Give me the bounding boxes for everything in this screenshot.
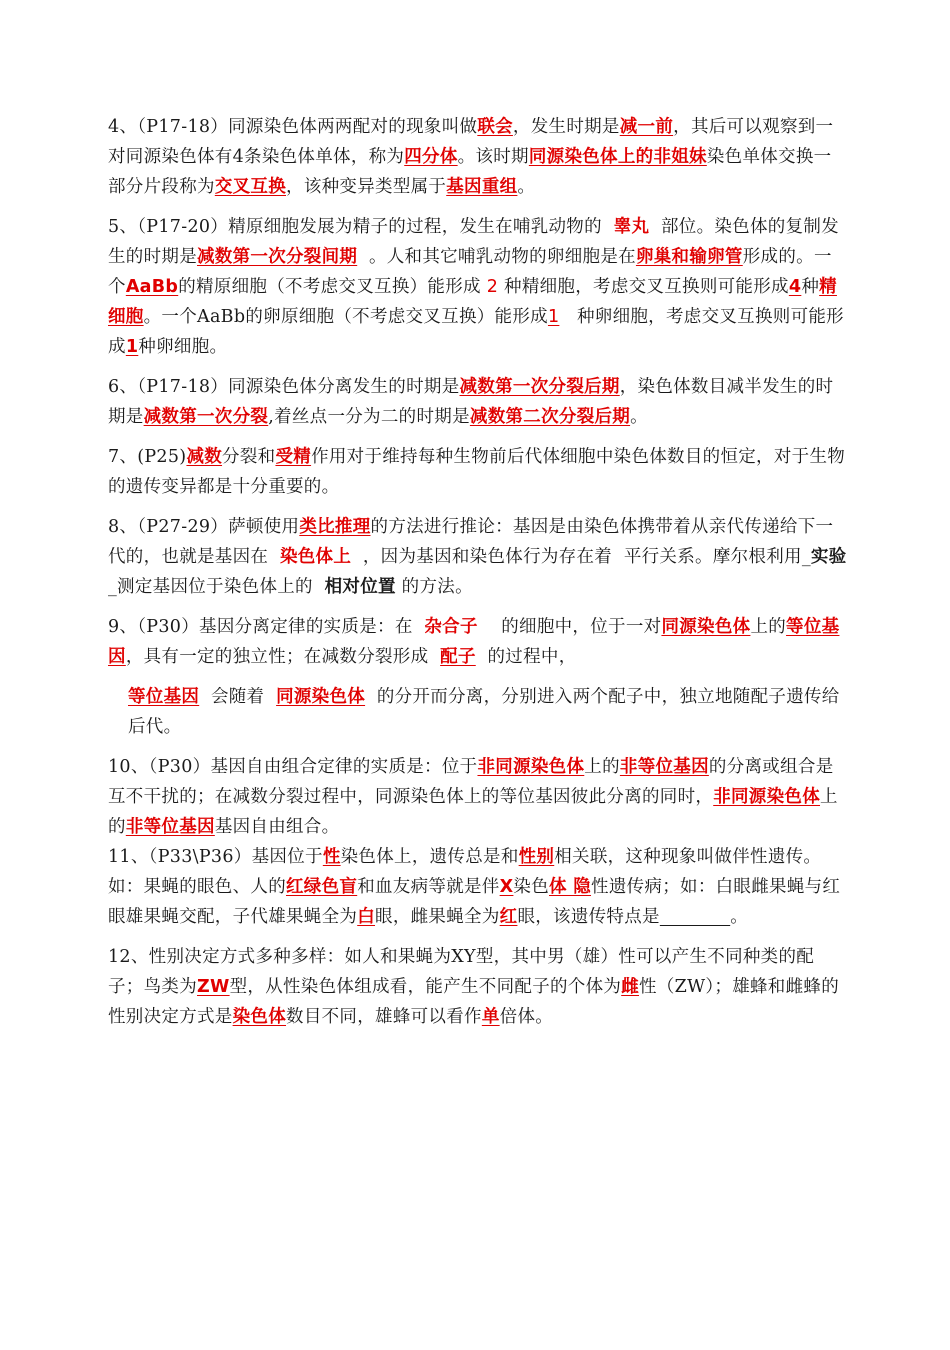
q4-text-6: ，该种变异类型属于 — [286, 177, 447, 197]
q4-answer-5: 交叉互换 — [214, 177, 287, 197]
q7-answer-2: 受精 — [275, 447, 312, 467]
q9-text-3: 上的 — [750, 617, 787, 637]
q11-text-3: 相关联，这种现象叫做伴性遗传。如：果蝇的眼色、人的 — [108, 847, 822, 897]
q9-text-6: 会随着 — [210, 687, 265, 707]
q5-text-10: 种卵细胞。 — [138, 337, 228, 357]
q10-text-5: 基因自由组合。 — [214, 817, 340, 837]
q8-text-3: ，因为基因和染色体行为存在着 — [362, 547, 613, 567]
q10-answer-2: 非等位基因 — [619, 757, 709, 777]
q9-answer-5: 等位基因 — [128, 687, 200, 707]
q8-text-5: _测定基因位于染色体上的 — [108, 577, 313, 597]
question-11 — [108, 842, 848, 932]
q11-text-4: 和血友病等就是伴 — [357, 877, 500, 897]
q8-answer-bold-2: 相对位置 — [324, 577, 396, 597]
q5-answer-4: AaBb — [125, 277, 179, 297]
q4-answer-1: 联会 — [477, 117, 513, 137]
q6-answer-2: 减数第一次分裂 — [143, 407, 269, 427]
q12-answer-1: ZW — [197, 977, 230, 997]
q5-text-2: 部位。染色体的复制发生的时期是 — [108, 217, 839, 267]
q10-answer-1: 非同源染色体 — [477, 757, 585, 777]
q11-answer-4: X — [499, 877, 514, 897]
q7-text-1: 7、(P25) — [108, 447, 187, 467]
q11-answer-3: 红绿色盲 — [286, 877, 358, 897]
q12-answer-2: 雌 — [621, 977, 640, 997]
q11-answer-7: 红 — [499, 907, 518, 927]
q5-text-9: 种卵细胞，考虑交叉互换则可能形成 — [108, 307, 844, 357]
q7-text-3: 作用对于维持每种生物前后代体细胞中染色体数目的恒定，对于生物的遗传变异都是十分重要的。 — [108, 447, 846, 497]
q11-text-8: 眼，该遗传特点是 — [517, 907, 660, 927]
q8-answer-3: 平行关系 — [623, 547, 696, 567]
q6-text-2: ，染色体数目减半发生的时期是 — [108, 377, 834, 427]
q12-text-3: 性（ZW）；雄蜂和雌蜂的性别决定方式是 — [108, 977, 840, 1027]
question-9 — [108, 612, 848, 672]
q9-text-7: 的分开而分离，分别进入两个配子中，独立地随配子遗传给后代。 — [128, 687, 840, 737]
q9-text-4: ，具有一定的独立性；在减数分裂形成 — [125, 647, 429, 667]
q4-answer-4: 同源染色体上的非姐妹 — [528, 147, 707, 167]
q10-text-1: 10、（P30）基因自由组合定律的实质是：位于 — [108, 757, 478, 777]
q12-text-4: 数目不同，雄蜂可以看作 — [286, 1007, 482, 1027]
q11-text-2: 染色体上，遗传总是和 — [340, 847, 519, 867]
q6-answer-3: 减数第二次分裂后期 — [469, 407, 631, 427]
q11-text-7: 眼，雌果蝇全为 — [375, 907, 500, 927]
q8-text-6: 的方法。 — [401, 577, 473, 597]
q9-answer-4: 配子 — [440, 647, 476, 667]
q8-text-4: 。摩尔根利用_ — [695, 547, 811, 567]
q11-empty-blank — [660, 907, 730, 927]
q9-answer-3: 等位基因 — [108, 617, 840, 667]
q12-text-2: 型，从性染色体组成看，能产生不同配子的个体为 — [229, 977, 622, 997]
q5-answer-1: 睾丸 — [613, 217, 650, 237]
q9-text-2: 的细胞中，位于一对 — [501, 617, 662, 637]
q9-answer-6: 同源染色体 — [276, 687, 366, 707]
q11-answer-2: 性别 — [518, 847, 555, 867]
q4-text-7: 。 — [517, 177, 536, 197]
q9-answer-1: 杂合子 — [424, 617, 478, 637]
question-4 — [108, 112, 848, 202]
q11-text-9: 。 — [730, 907, 749, 927]
q12-answer-4: 单 — [481, 1007, 500, 1027]
q4-text-3: ，其后可以观察到一对同源染色体有4条染色体单体，称为 — [108, 117, 834, 167]
q9-text-5: 的过程中， — [487, 647, 577, 667]
q8-text-1: 8、（P27-29）萨顿使用 — [108, 517, 300, 537]
q4-text-1: 4、（P17-18）同源染色体两两配对的现象叫做 — [108, 117, 478, 137]
worksheet-page — [108, 112, 848, 1042]
question-10 — [108, 752, 848, 842]
q11-text-1: 11、（P33\P36）基因位于 — [108, 847, 323, 867]
q5-text-3: 。人和其它哺乳动物的卵细胞是在 — [368, 247, 636, 267]
q7-answer-1: 减数 — [186, 447, 223, 467]
question-7 — [108, 442, 848, 502]
q4-answer-2: 减一前 — [619, 117, 674, 137]
q8-answer-2: 染色体上 — [279, 547, 352, 567]
q10-answer-3: 非同源染色体 — [713, 787, 821, 807]
question-5 — [108, 212, 848, 362]
q4-text-5: 染色单体交换一部分片段称为 — [108, 147, 832, 197]
q12-text-5: 倍体。 — [499, 1007, 554, 1027]
question-9-continued — [108, 682, 848, 742]
q10-answer-4: 非等位基因 — [125, 817, 215, 837]
q6-text-4: 。 — [630, 407, 648, 427]
q7-text-2: 分裂和 — [222, 447, 276, 467]
q4-text-2: ，发生时期是 — [512, 117, 620, 137]
q4-answer-6: 基因重组 — [446, 177, 518, 197]
q11-answer-6: 白 — [357, 907, 376, 927]
q5-text-6: 种精细胞，考虑交叉互换则可能形成 — [504, 277, 789, 297]
q10-text-3: 的分离或组合是互不干扰的；在减数分裂过程中，同源染色体上的等位基因彼此分离的同时， — [108, 757, 834, 807]
q8-answer-1: 类比推理 — [299, 517, 371, 537]
q6-text-3: ,着丝点一分为二的时期是 — [268, 407, 470, 427]
q6-answer-1: 减数第一次分裂后期 — [459, 377, 620, 397]
q5-answer-7: 精细胞 — [108, 277, 837, 327]
q5-answer-2: 减数第一次分裂间期 — [197, 247, 358, 267]
question-8 — [108, 512, 848, 602]
q9-text-1: 9、（P30）基因分离定律的实质是：在 — [108, 617, 413, 637]
q4-text-4: 。该时期 — [457, 147, 529, 167]
q5-answer-5: 2 — [486, 277, 499, 297]
q9-answer-2: 同源染色体 — [661, 617, 751, 637]
q4-answer-3: 四分体 — [404, 147, 458, 167]
q5-answer-9: 1 — [125, 337, 139, 357]
q10-text-2: 上的 — [584, 757, 620, 777]
question-6 — [108, 372, 848, 432]
q5-text-7: 种 — [801, 277, 820, 297]
q11-text-6: 性遗传病；如：白眼雌果蝇与红眼雄果蝇交配，子代雄果蝇全为 — [108, 877, 841, 927]
q5-text-5: 的精原细胞（不考虑交叉互换）能形成 — [178, 277, 481, 297]
q11-text-5: 染色 — [513, 877, 550, 897]
q5-text-4: 形成的。一个 — [108, 247, 832, 297]
q5-text-1: 5、（P17-20）精原细胞发展为精子的过程，发生在哺乳动物的 — [108, 217, 602, 237]
q8-answer-bold-1: 实验 — [810, 547, 847, 567]
q10-text-4: 上的 — [108, 787, 838, 837]
q5-answer-6: 4 — [788, 277, 802, 297]
q12-text-1: 12、性别决定方式多种多样：如人和果蝇为XY型，其中男（雄）性可以产生不同种类的配子；鸟类为 — [108, 947, 815, 997]
question-12 — [108, 942, 848, 1032]
q11-answer-5: 体 隐 — [549, 877, 592, 897]
q5-answer-8: 1 — [547, 307, 560, 327]
q6-text-1: 6、（P17-18）同源染色体分离发生的时期是 — [108, 377, 460, 397]
q8-text-2: 的方法进行推论：基因是由染色体携带着从亲代传递给下一代的，也就是基因在 — [108, 517, 834, 567]
q11-answer-1: 性 — [322, 847, 341, 867]
q5-answer-3: 卵巢和输卵管 — [635, 247, 743, 267]
q5-text-8: 。一个AaBb的卵原细胞（不考虑交叉互换）能形成 — [143, 307, 548, 327]
q12-answer-3: 染色体 — [232, 1007, 287, 1027]
